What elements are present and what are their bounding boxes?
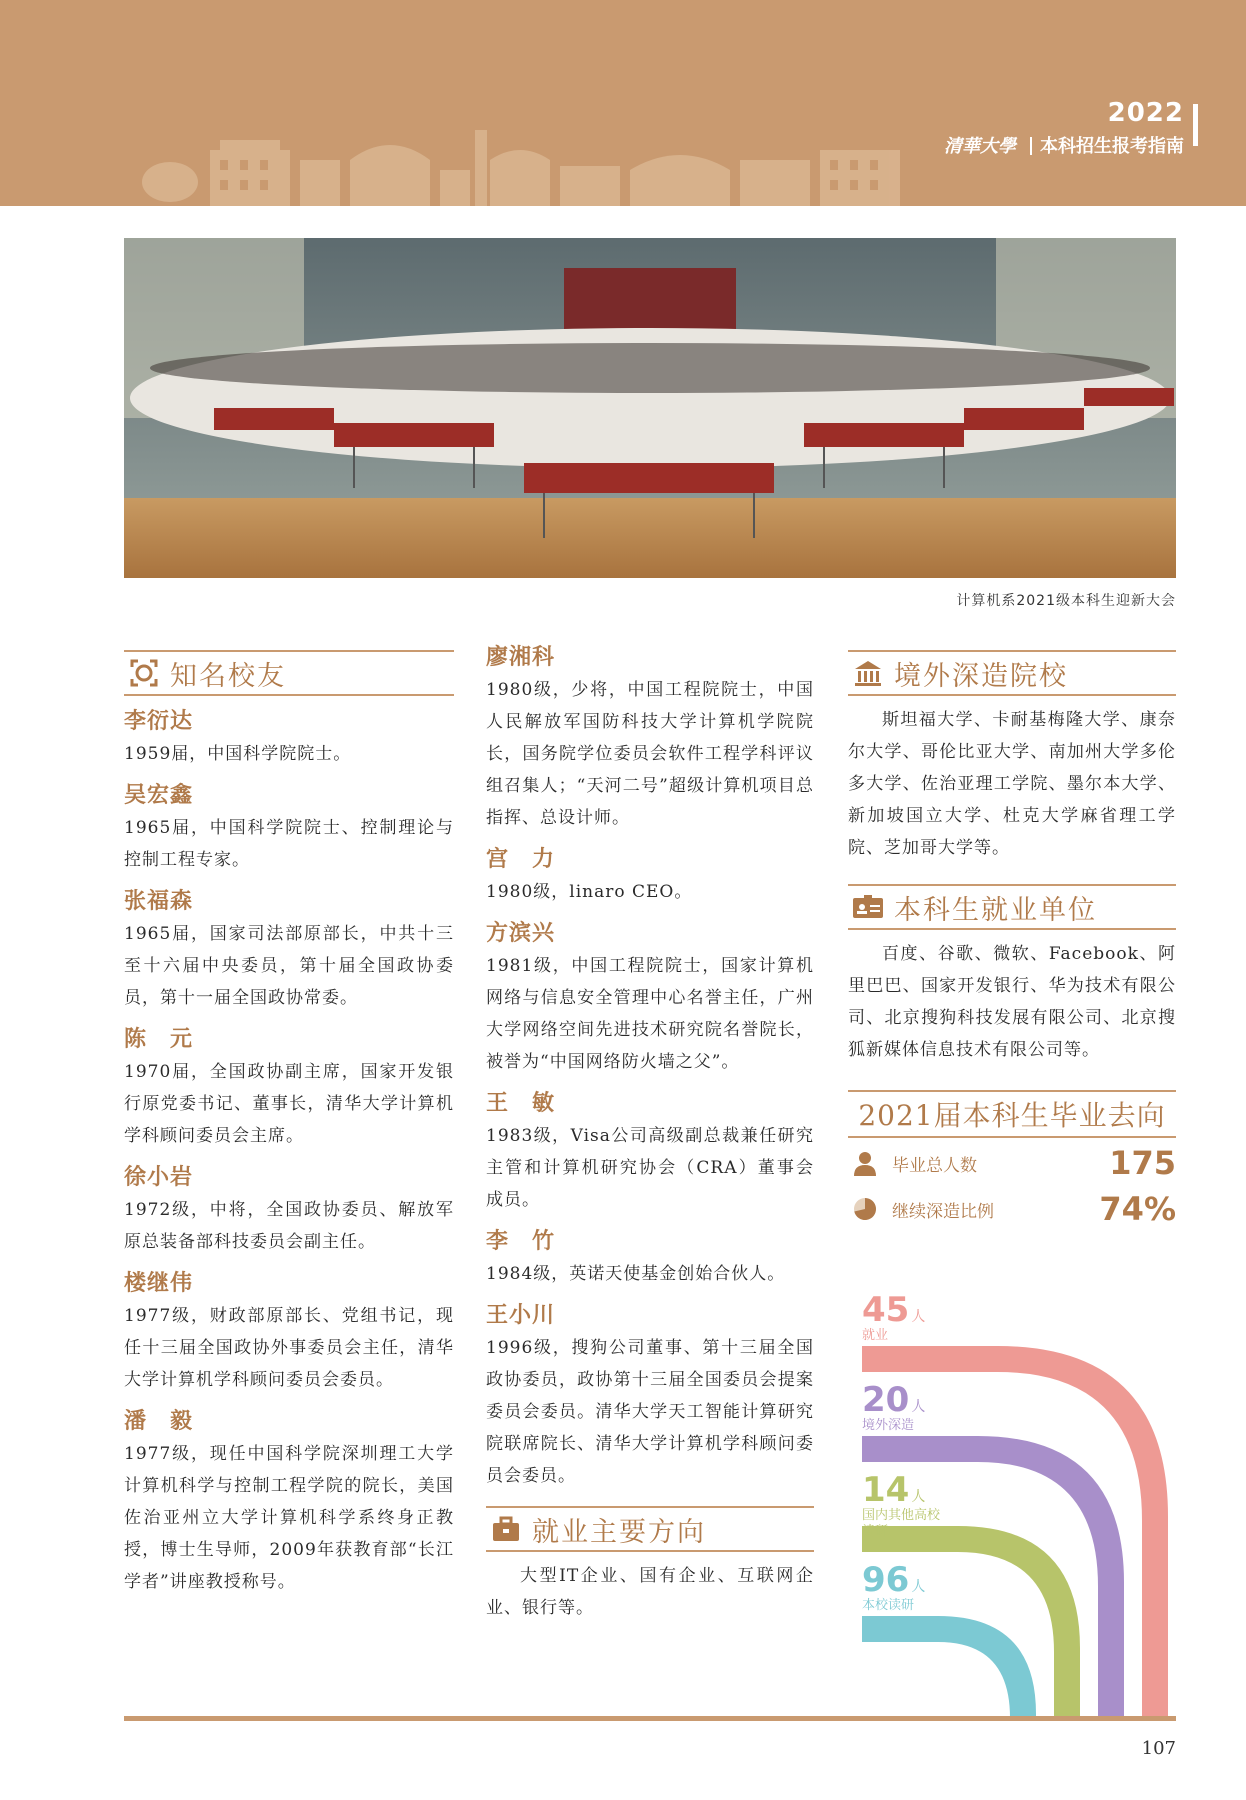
- alumni-desc: 1970届，全国政协副主席，国家开发银行原党委书记、董事长，清华大学计算机学科顾问委员会主席。: [124, 1062, 454, 1146]
- alumni-desc: 1980级，linaro CEO。: [486, 882, 693, 902]
- pie-chart-icon: [852, 1196, 878, 1222]
- alumni-desc: 1983级，Visa公司高级副总裁兼任研究主管和计算机研究协会（CRA）董事会成员。: [486, 1126, 814, 1210]
- employment-direction-title: 就业主要方向: [532, 1516, 706, 1548]
- alumni-name: 王小川: [486, 1302, 556, 1328]
- destination-value: 14: [862, 1470, 910, 1510]
- alumni-name: 张福森: [124, 888, 194, 914]
- guide-brand: [944, 98, 1184, 158]
- page-header: [0, 0, 1246, 206]
- destination-unit: 人: [911, 1579, 926, 1595]
- employers-title: 本科生就业单位: [894, 894, 1097, 926]
- alumni-name: 徐小岩: [124, 1164, 194, 1190]
- orientation-group-photo: [124, 238, 1176, 578]
- alumni-section-header: [124, 650, 454, 696]
- footer-rule: [124, 1716, 1176, 1721]
- further-study-row: [848, 1188, 1176, 1230]
- university-name: 清華大學: [944, 136, 1016, 157]
- alumni-entry: [124, 1160, 454, 1258]
- destination-name: 就业: [862, 1328, 889, 1343]
- institution-icon: [852, 657, 884, 689]
- id-card-icon: [852, 891, 884, 923]
- page-number: 107: [1141, 1738, 1176, 1759]
- alumni-desc: 1981级，中国工程院院士，国家计算机网络与信息安全管理中心名誉主任，广州大学网络空间先进技术研究院名誉院长，被誉为“中国网络防火墙之父”。: [486, 956, 814, 1072]
- alumni-name: 廖湘科: [486, 644, 556, 670]
- further-study-label: 继续深造比例: [892, 1201, 994, 1222]
- alumni-desc: 1965届，国家司法部原部长，中共十三至十六届中央委员，第十届全国政协委员，第十一届全国政协常委。: [124, 924, 454, 1008]
- alumni-entry: [124, 1022, 454, 1152]
- employers-header: [848, 884, 1176, 930]
- destination-label: [862, 1290, 925, 1344]
- alumni-desc: 1980级，少将，中国工程院院士，中国人民解放军国防科技大学计算机学院院长，国务院学位委员会软件工程学科评议组召集人；“天河二号”超级计算机项目总指挥、总设计师。: [486, 680, 814, 828]
- alumni-entry: [124, 1404, 454, 1598]
- alumni-desc: 1959届，中国科学院院士。: [124, 744, 352, 764]
- destination-value: 45: [862, 1290, 910, 1330]
- total-graduates-row: [848, 1142, 1176, 1184]
- alumni-name: 李 竹: [486, 1228, 556, 1254]
- destination-name: 本校读研: [862, 1598, 915, 1613]
- destination-label: [862, 1470, 942, 1540]
- alumni-desc: 1984级，英诺天使基金创始合伙人。: [486, 1264, 786, 1284]
- further-study-value: 74%: [1099, 1190, 1176, 1228]
- alumni-entry: [124, 704, 454, 770]
- alumni-name: 王 敏: [486, 1090, 556, 1116]
- alumni-entry: [486, 1086, 814, 1216]
- destination-label: [862, 1380, 925, 1434]
- employment-direction-text: 大型IT企业、国有企业、互联网企业、银行等。: [486, 1566, 814, 1618]
- alumni-name: 楼继伟: [124, 1270, 194, 1296]
- alumni-name: 吴宏鑫: [124, 782, 194, 808]
- destination-name: 国内其他高校读研: [862, 1508, 941, 1539]
- overseas-text: 斯坦福大学、卡耐基梅隆大学、康奈尔大学、哥伦比亚大学、南加州大学多伦多大学、佐治亚理工学院、墨尔本大学、新加坡国立大学、杜克大学麻省理工学院、芝加哥大学等。: [848, 710, 1176, 858]
- destination-unit: 人: [911, 1309, 926, 1325]
- campus-skyline-illustration: [140, 120, 910, 206]
- alumni-entry: [124, 1266, 454, 1396]
- destination-unit: 人: [911, 1489, 926, 1505]
- destination-label: [862, 1560, 925, 1614]
- alumni-name: 陈 元: [124, 1026, 194, 1052]
- graduation-title: 2021届本科生毕业去向: [848, 1090, 1176, 1138]
- person-icon: [852, 1150, 878, 1176]
- guide-year: 2022: [1107, 98, 1184, 128]
- right-column: [848, 650, 1176, 1230]
- overseas-title: 境外深造院校: [894, 660, 1068, 692]
- total-graduates-label: 毕业总人数: [892, 1155, 977, 1176]
- alumni-entry: [124, 884, 454, 1014]
- alumni-title: 知名校友: [170, 660, 286, 692]
- briefcase-icon: [490, 1513, 522, 1545]
- alumni-entry: [486, 1224, 814, 1290]
- alumni-icon: [128, 657, 160, 689]
- alumni-desc: 1977级，现任中国科学院深圳理工大学计算机科学与控制工程学院的院长，美国佐治亚州立大学计算机科学系终身正教授，博士生导师，2009年获教育部“长江学者”讲座教授称号。: [124, 1444, 454, 1592]
- alumni-entry: [486, 916, 814, 1078]
- graduation-destination-arcs: [848, 1290, 1176, 1720]
- alumni-name: 宫 力: [486, 846, 556, 872]
- alumni-entry: [486, 842, 814, 908]
- alumni-column-1: [124, 650, 454, 1598]
- alumni-entry: [486, 640, 814, 834]
- overseas-header: [848, 650, 1176, 696]
- alumni-name: 方滨兴: [486, 920, 556, 946]
- alumni-entry: [124, 778, 454, 876]
- destination-value: 96: [862, 1560, 910, 1600]
- alumni-column-2: [486, 640, 814, 1624]
- alumni-desc: 1972级，中将，全国政协委员、解放军原总装备部科技委员会副主任。: [124, 1200, 454, 1252]
- alumni-desc: 1996级，搜狗公司董事、第十三届全国政协委员，政协第十三届全国委员会提案委员会委员。清华大学天工智能计算研究院联席院长、清华大学计算机学科顾问委员会委员。: [486, 1338, 814, 1486]
- alumni-entry: [486, 1298, 814, 1492]
- alumni-name: 潘 毅: [124, 1408, 194, 1434]
- guide-title: 本科招生报考指南: [1040, 136, 1184, 157]
- destination-value: 20: [862, 1380, 910, 1420]
- destination-arc-band: [862, 1616, 1036, 1720]
- photo-caption: 计算机系2021级本科生迎新大会: [956, 593, 1176, 609]
- employers-text: 百度、谷歌、微软、Facebook、阿里巴巴、国家开发银行、华为技术有限公司、北京搜狗科技发展有限公司、北京搜狐新媒体信息技术有限公司等。: [848, 944, 1176, 1060]
- destination-unit: 人: [911, 1399, 926, 1415]
- alumni-desc: 1965届，中国科学院院士、控制理论与控制工程专家。: [124, 818, 454, 870]
- alumni-name: 李衍达: [124, 708, 194, 734]
- employment-direction-header: [486, 1506, 814, 1552]
- total-graduates-value: 175: [1109, 1144, 1176, 1182]
- alumni-desc: 1977级，财政部原部长、党组书记，现任十三届全国政协外事委员会主任，清华大学计算机学科顾问委员会委员。: [124, 1306, 454, 1390]
- destination-name: 境外深造: [862, 1418, 915, 1433]
- brand-accent-bar: [1193, 104, 1198, 146]
